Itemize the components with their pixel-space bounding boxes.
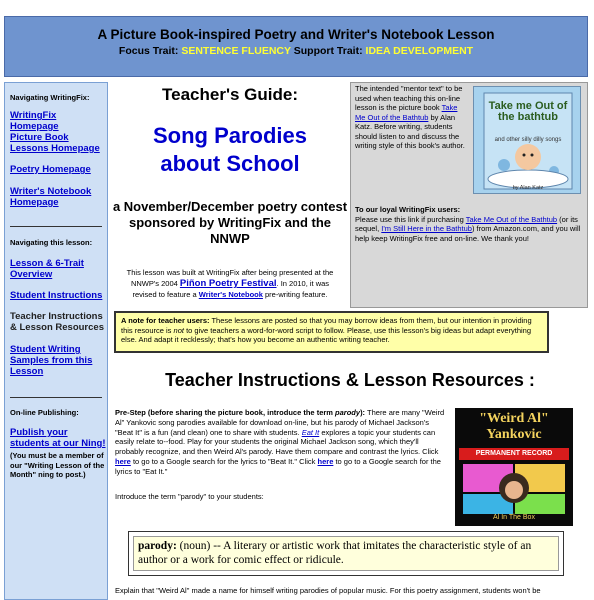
- loyal-text-part: Please use this link if purchasing: [355, 214, 464, 224]
- built-note-text: This lesson was built at WritingFix after being presented at the NNWP's 2004: [126, 268, 334, 288]
- support-value: IDEA DEVELOPMENT: [365, 45, 474, 57]
- loyal-users-note: [355, 205, 583, 243]
- sidebar-link-student-samples[interactable]: Student Writing Samples from this Lesson: [10, 344, 93, 377]
- album-subtitle: PERMANENT RECORD: [475, 450, 553, 457]
- teacher-note-text: These lessons are posted so that you may borrow ideas from them, but our intention in providing this resource is: [121, 316, 532, 335]
- sidebar-lesson-heading: Navigating this lesson:: [10, 238, 93, 247]
- guide-title: Teacher's Guide:: [162, 85, 298, 104]
- support-label: Support Trait:: [293, 45, 363, 57]
- mentor-book-link[interactable]: Take Me Out of the Bathtub: [355, 103, 458, 122]
- trait-line: [5, 45, 587, 57]
- prestep-label-text: Pre-Step (before sharing the picture book, introduce the term: [115, 408, 333, 417]
- beat-it-lyrics-link[interactable]: here: [115, 456, 131, 466]
- sidebar-divider: [10, 226, 102, 227]
- prestep-term: parody: [335, 408, 361, 417]
- contest-subtitle: a November/December poetry contest sponsored by WritingFix and the NNWP: [112, 199, 348, 246]
- album-footer: Al In The Box: [493, 514, 535, 521]
- writers-notebook-link[interactable]: Writer's Notebook: [198, 290, 263, 299]
- teacher-note-box: [114, 311, 549, 353]
- sidebar-nav-heading: Navigating WritingFix:: [10, 93, 90, 102]
- built-note-text: . In 2010, it was revised to feature a: [132, 279, 330, 299]
- sidebar-link-publish-ning[interactable]: Publish your students at our Ning!: [10, 427, 106, 449]
- prestep-text: There are many "Weird Al" Yankovic song parodies available for download on-line, but his parody of Michael Jackson's "Beat It" is a fun (and clean) one to share with students.: [115, 408, 445, 437]
- focus-value: SENTENCE FLUENCY: [181, 45, 291, 57]
- album-title-line1: "Weird Al": [479, 411, 549, 426]
- parody-definition-box: [128, 531, 564, 576]
- parody-definition: [133, 536, 559, 571]
- prestep-paragraph: [115, 408, 447, 477]
- loyal-text-part: ) from Amazon.com, and you will help keep WritingFix free and on-line. We thank you!: [355, 224, 581, 243]
- definition-text: (noun) -- A literary or artistic work that imitates the characteristic style of an author or a work for comic effect or ridicule.: [138, 540, 532, 566]
- book-cover-subtitle: and other silly dilly songs: [494, 137, 562, 143]
- explain-paragraph: Explain that "Weird Al" made a name for himself writing parodies of popular music. For this poetry assignment, students won't be: [115, 586, 541, 595]
- sidebar-link-lesson-overview[interactable]: Lesson & 6-Trait Overview: [10, 258, 84, 280]
- built-note-text: pre-writing feature.: [265, 290, 328, 299]
- prestep-label: [115, 408, 365, 417]
- mentor-text-description: [355, 84, 469, 151]
- prestep-text: explores a topic your students can easily relate to--food. Play for your students the original Michael Jackson song, which they'll probably recognize, and then Weird Al's parody. Have them compare and contrast the lyrics. Click: [115, 427, 439, 457]
- amazon-bathtub-link[interactable]: Take Me Out of the Bathtub: [465, 214, 558, 224]
- focus-label: Focus Trait:: [118, 45, 179, 57]
- book-cover-title: Take me Out of the bathtub: [488, 100, 568, 123]
- book-cover-image[interactable]: [473, 86, 581, 194]
- prestep-end: ):: [360, 408, 366, 417]
- loyal-users-heading: To our loyal WritingFix users:: [355, 205, 461, 214]
- festival-link[interactable]: Piñon Poetry Festival: [179, 278, 277, 289]
- album-title-line2: Yankovic: [486, 427, 542, 442]
- teacher-note-text: to give teachers a word-for-word script to follow. Please, use this lesson's big ideas but adapt everything else. And adapt it recklessly; that's how you become an authentic writing teacher.: [121, 325, 532, 344]
- page-header: [4, 16, 588, 77]
- sidebar-link-writingfix-home[interactable]: WritingFix Homepage: [10, 110, 59, 132]
- definition-term: parody:: [138, 540, 177, 552]
- page-title: A Picture Book-inspired Poetry and Writer's Notebook Lesson: [97, 27, 495, 42]
- eat-it-link[interactable]: Eat It: [301, 427, 320, 437]
- amazon-sequel-link[interactable]: I'm Still Here in the Bathtub: [381, 224, 472, 233]
- weird-al-album-image[interactable]: [455, 408, 573, 526]
- sidebar-link-picture-book-lessons[interactable]: Picture Book Lessons Homepage: [10, 132, 100, 154]
- prestep-text: to go to a Google search for the lyrics to "Beat It." Click: [132, 456, 316, 466]
- sidebar-current-item: Teacher Instructions & Lesson Resources: [10, 311, 104, 333]
- teacher-note-emphasis: not: [173, 325, 184, 335]
- eat-it-lyrics-link[interactable]: here: [317, 456, 334, 466]
- loyal-text-part: (or its sequel,: [355, 214, 578, 233]
- sidebar-link-student-instructions[interactable]: Student Instructions: [10, 290, 103, 301]
- mentor-text-part: The intended "mentor text" to be used when teaching this on-line lesson is the picture book: [355, 84, 463, 112]
- lesson-intro: [112, 82, 348, 306]
- lesson-title: Song Parodies about School: [152, 123, 308, 176]
- prestep-text: to go to a Google search for the lyrics to "Eat It.": [115, 456, 441, 476]
- teacher-note-label: A note for teacher users:: [121, 316, 210, 325]
- sidebar-link-writers-notebook-home[interactable]: Writer's Notebook Homepage: [10, 186, 92, 208]
- sidebar-divider: [10, 397, 102, 398]
- sidebar-publishing-heading: On-line Publishing:: [10, 408, 79, 417]
- sidebar-link-poetry-home[interactable]: Poetry Homepage: [10, 164, 91, 175]
- section-heading: Teacher Instructions & Lesson Resources :: [165, 370, 535, 390]
- sidebar-publish-note: (You must be a member of our "Writing Lesson of the Month" ning to post.): [10, 451, 105, 479]
- sidebar: [4, 82, 108, 600]
- introduce-parody-text: Introduce the term "parody" to your students:: [115, 492, 264, 501]
- mentor-text-part: by Alan Katz. Before writing, students should listen to and discuss the writing style of this book's author.: [355, 112, 465, 150]
- book-cover-author: by Alan Katz: [512, 185, 544, 191]
- built-note: [112, 267, 348, 300]
